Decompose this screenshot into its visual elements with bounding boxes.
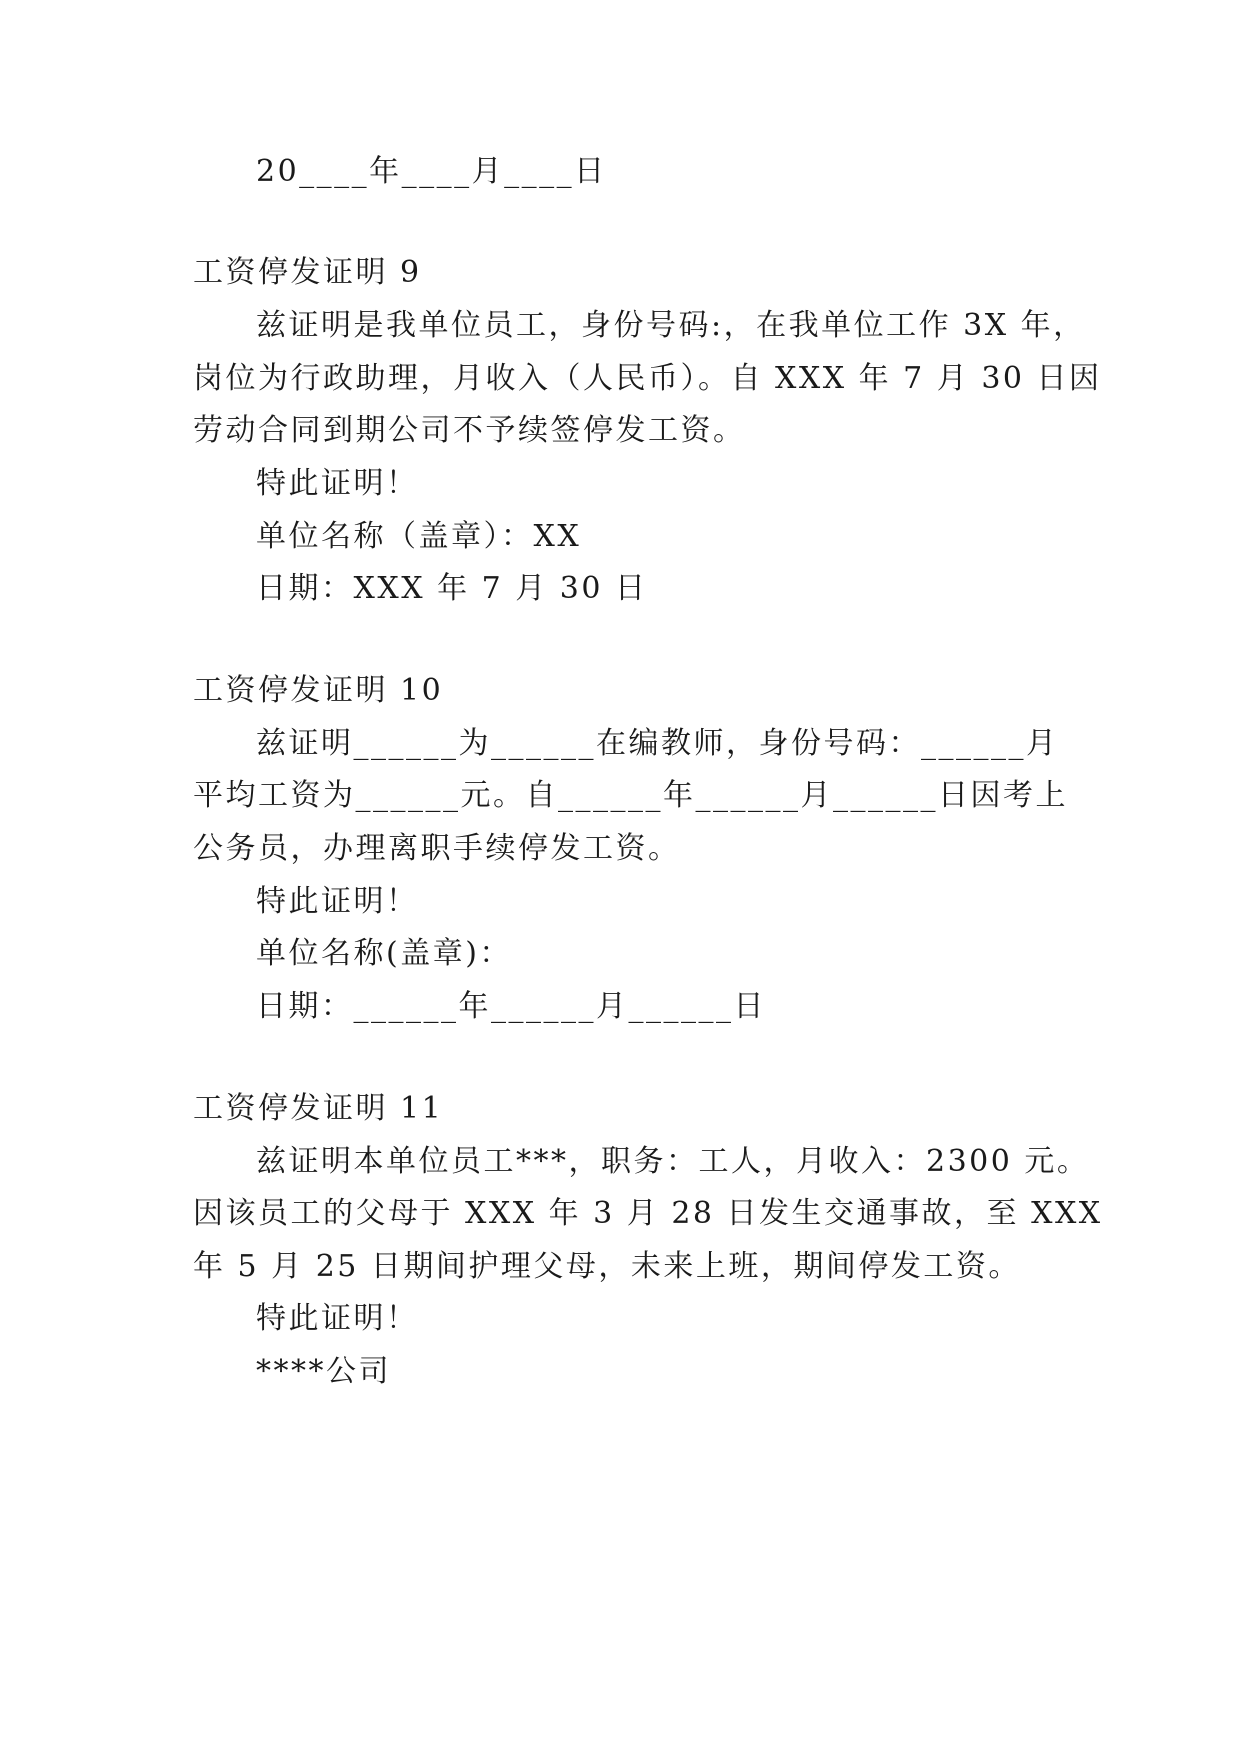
paragraph-line: 年 5 月 25 日期间护理父母，未来上班，期间停发工资。	[193, 1249, 1021, 1284]
paragraph-line: 因该员工的父母于 XXX 年 3 月 28 日发生交通事故，至 XXX	[193, 1196, 1103, 1231]
paragraph-line: 岗位为行政助理，月收入（人民币）。自 XXX 年 7 月 30 日因	[193, 361, 1102, 396]
section-heading: 工资停发证明 11	[193, 1091, 444, 1126]
signature-line: ****公司	[256, 1354, 391, 1389]
paragraph-line: 兹证明本单位员工***，职务：工人，月收入：2300 元。	[256, 1144, 1090, 1179]
closing-text: 特此证明！	[256, 466, 419, 501]
unit-name-line: 单位名称（盖章）：XX	[256, 519, 582, 554]
paragraph-line: 公务员，办理离职手续停发工资。	[193, 831, 681, 866]
paragraph-line: 兹证明是我单位员工，身份号码:，在我单位工作 3X 年，	[256, 308, 1086, 343]
closing-text: 特此证明！	[256, 884, 419, 919]
closing-text: 特此证明！	[256, 1301, 419, 1336]
paragraph-line: 平均工资为______元。自______年______月______日因考上	[193, 778, 1068, 813]
unit-name-line: 单位名称(盖章)：	[256, 936, 512, 971]
paragraph-line: 劳动合同到期公司不予续签停发工资。	[193, 413, 746, 448]
paragraph-line: 兹证明______为______在编教师，身份号码：______月	[256, 726, 1059, 761]
top-date-line: 20____年____月____日	[256, 154, 607, 189]
date-line: 日期：XXX 年 7 月 30 日	[256, 571, 648, 606]
date-line: 日期：______年______月______日	[256, 989, 766, 1024]
section-heading: 工资停发证明 9	[193, 255, 422, 290]
section-heading: 工资停发证明 10	[193, 673, 444, 708]
